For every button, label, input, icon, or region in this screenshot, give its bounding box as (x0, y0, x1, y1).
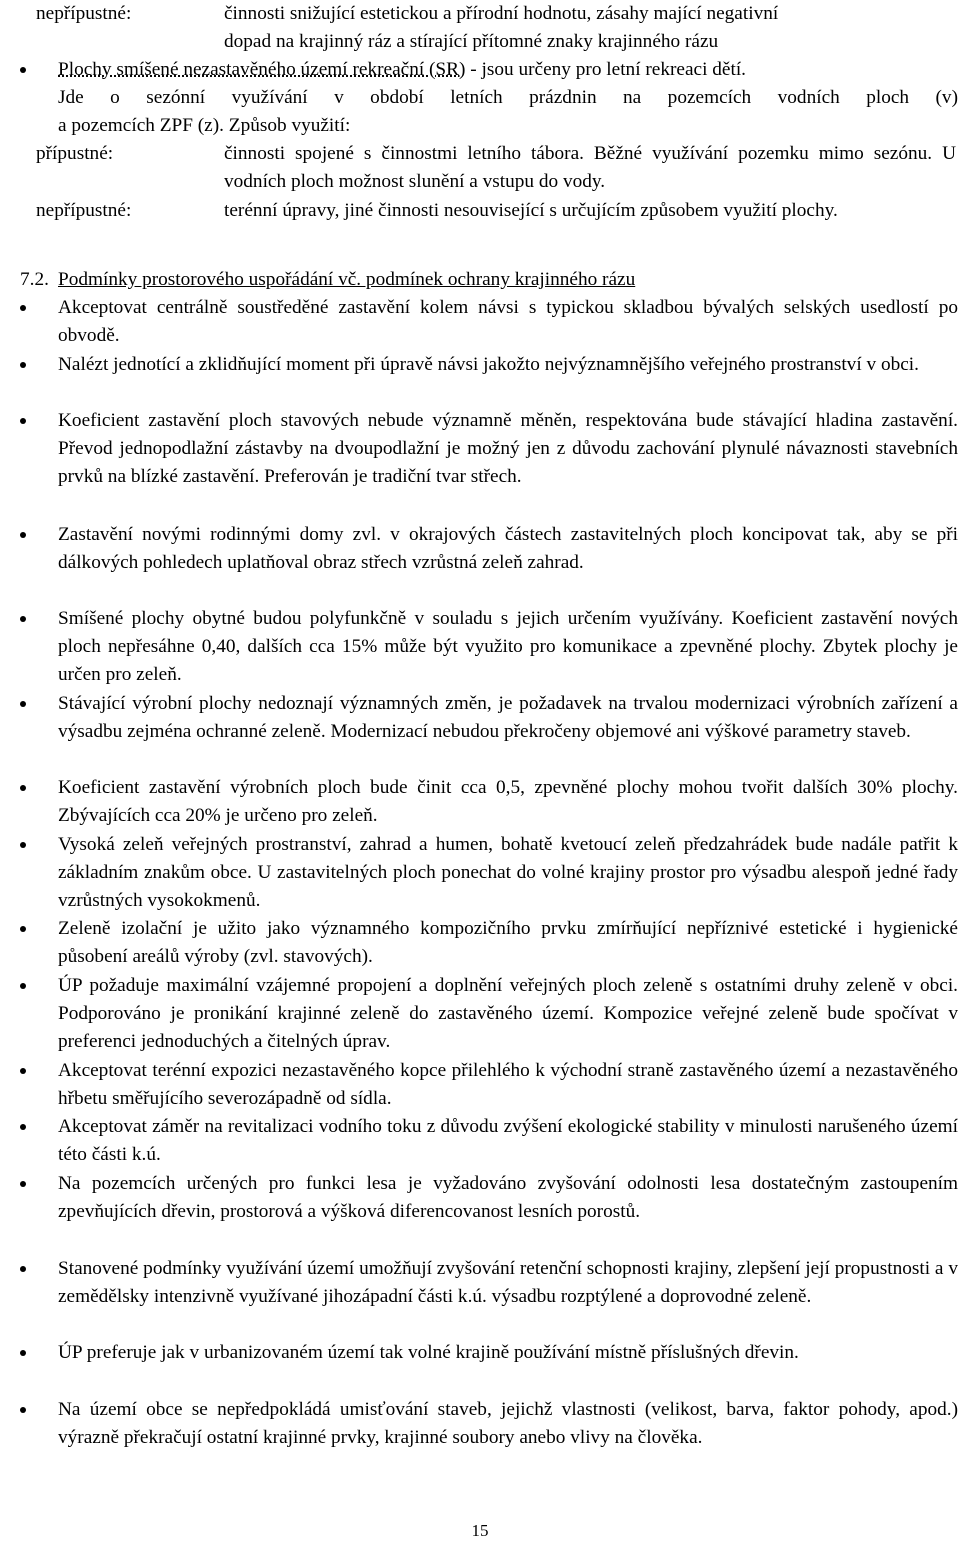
bullet-icon (20, 983, 26, 989)
sr-item-line2: Jde o sezónní využívání v období letních prázdnin na pozemcích vodních ploch (v) (58, 87, 958, 108)
list-item: Zastavění novými rodinnými domy zvl. v okrajových částech zastavitelných ploch koncipovat tak, aby se při dálkových pohledech uplatňoval obraz střech vzrůstná zeleň zahrad. (58, 524, 958, 574)
bullet-icon (20, 362, 26, 368)
rule-label: přípustné: (36, 143, 114, 164)
rule-text (224, 0, 956, 56)
list-item: Zeleně izolační je užito jako významného kompozičního prvku zmírňující nepříznivé estetické i hygienické působení areálů výroby (zvl. stavových). (58, 918, 958, 968)
bullet-icon (20, 616, 26, 622)
sr-item-lead: Plochy smíšené nezastavěného území rekreační (SR) (58, 59, 466, 80)
rule-text-line: dopad na krajinný ráz a stírající přítomné znaky krajinného rázu (224, 31, 719, 53)
sr-item-line3: a pozemcích ZPF (z). Způsob využití: (58, 115, 351, 136)
bullet-icon (20, 532, 26, 538)
bullet-icon (20, 1266, 26, 1272)
list-item: Akceptovat centrálně soustředěné zastavění kolem návsi s typickou skladbou bývalých selských usedlostí po obvodě. (58, 297, 958, 347)
list-item: Vysoká zeleň veřejných prostranství, zahrad a humen, bohatě kvetoucí zeleň předzahrádek bude nadále patřit k základním znakům obce. U zastavitelných ploch ponechat do volné krajiny prostor pro výsadbu alespoň jedné řady vzrůstných vysokokmenů. (58, 834, 958, 912)
list-item: Na pozemcích určených pro funkci lesa je vyžadováno zvyšování odolnosti lesa dostatečným zastoupením zpevňujících dřevin, prostorová a výšková diferencovanost lesních porostů. (58, 1173, 958, 1223)
list-item: Smíšené plochy obytné budou polyfunkčně v souladu s jejich určením využívány. Koeficient zastavění nových ploch nepřesáhne 0,40, dalších cca 15% může být využito pro komunikace a zpevněné plochy. Zbytek plochy je určen pro zeleň. (58, 608, 958, 686)
rule-label: nepřípustné: (36, 3, 132, 24)
sr-item-rest: - jsou určeny pro letní rekreaci dětí. (465, 59, 746, 80)
rule-text: činnosti spojené s činnostmi letního tábora. Běžné využívání pozemku mimo sezónu. U vodních ploch možnost slunění a vstupu do vody. (224, 143, 956, 193)
bullet-icon (20, 418, 26, 424)
bullet-icon (20, 701, 26, 707)
bullet-icon (20, 1407, 26, 1413)
list-item: Koeficient zastavění ploch stavových nebude významně měněn, respektována bude stávající hladina zastavění. Převod jednopodlažní zástavby na dvoupodlažní je možný jen z důvodu zachování plynulé návaznosti stavebních prvků na blízké zastavění. Preferován je tradiční tvar střech. (58, 410, 958, 488)
sr-item-line1 (58, 56, 746, 84)
section-number: 7.2. (20, 269, 49, 290)
bullet-icon (20, 926, 26, 932)
rule-label: nepřípustné: (36, 200, 132, 221)
bullet-icon (20, 1181, 26, 1187)
list-item: ÚP preferuje jak v urbanizovaném území tak volné krajině používání místně příslušných dřevin. (58, 1342, 799, 1363)
bullet-icon (20, 1350, 26, 1356)
list-item: Akceptovat záměr na revitalizaci vodního toku z důvodu zvýšení ekologické stability v minulosti narušeného území této části k.ú. (58, 1116, 958, 1166)
list-item: ÚP požaduje maximální vzájemné propojení a doplnění veřejných ploch zeleně s ostatními druhy zeleně v obci. Podporováno je pronikání krajinné zeleně do zastavěného území. Kompozice veřejné zeleně bude spočívat v preferenci jednoduchých a čitelných úprav. (58, 975, 958, 1053)
list-item: Nalézt jednotící a zklidňující moment při úpravě návsi jakožto nejvýznamnějšího veřejného prostranství v obci. (58, 354, 919, 375)
rule-text: terénní úpravy, jiné činnosti nesouvisející s určujícím způsobem využití plochy. (224, 200, 838, 221)
bullet-icon (20, 1068, 26, 1074)
page-number: 15 (471, 1521, 489, 1540)
list-item: Koeficient zastavění výrobních ploch bude činit cca 0,5, zpevněné plochy mohou tvořit dalších 30% plochy. Zbývajících cca 20% je určeno pro zeleň. (58, 777, 958, 827)
bullet-icon (20, 67, 26, 73)
list-item: Stávající výrobní plochy nedoznají významných změn, je požadavek na trvalou modernizaci výrobních zařízení a výsadbu zejména ochranné zeleně. Modernizací nebudou překročeny objemové ani výškové parametry staveb. (58, 693, 958, 743)
bullet-icon (20, 785, 26, 791)
bullet-icon (20, 842, 26, 848)
list-item: Akceptovat terénní expozici nezastavěného kopce přilehlého k východní straně zastavěného území a nezastavěného hřbetu směřujícího severozápadně od sídla. (58, 1060, 958, 1110)
rule-text-line: činnosti snižující estetickou a přírodní hodnotu, zásahy mající negativní (224, 3, 779, 24)
bullet-icon (20, 1124, 26, 1130)
list-item: Na území obce se nepředpokládá umisťování staveb, jejichž vlastnosti (velikost, barva, faktor pohody, apod.) výrazně překračují ostatní krajinné prvky, krajinné soubory anebo vlivy na člověka. (58, 1399, 958, 1449)
section-title: Podmínky prostorového uspořádání vč. podmínek ochrany krajinného rázu (58, 269, 636, 290)
list-item: Stanovené podmínky využívání území umožňují zvyšování retenční schopnosti krajiny, zlepšení její propustnosti a v zemědělsky intenzivně využívané jihozápadní části k.ú. výsadbu rozptýlené a doprovodné zeleně. (58, 1258, 958, 1308)
bullet-icon (20, 305, 26, 311)
